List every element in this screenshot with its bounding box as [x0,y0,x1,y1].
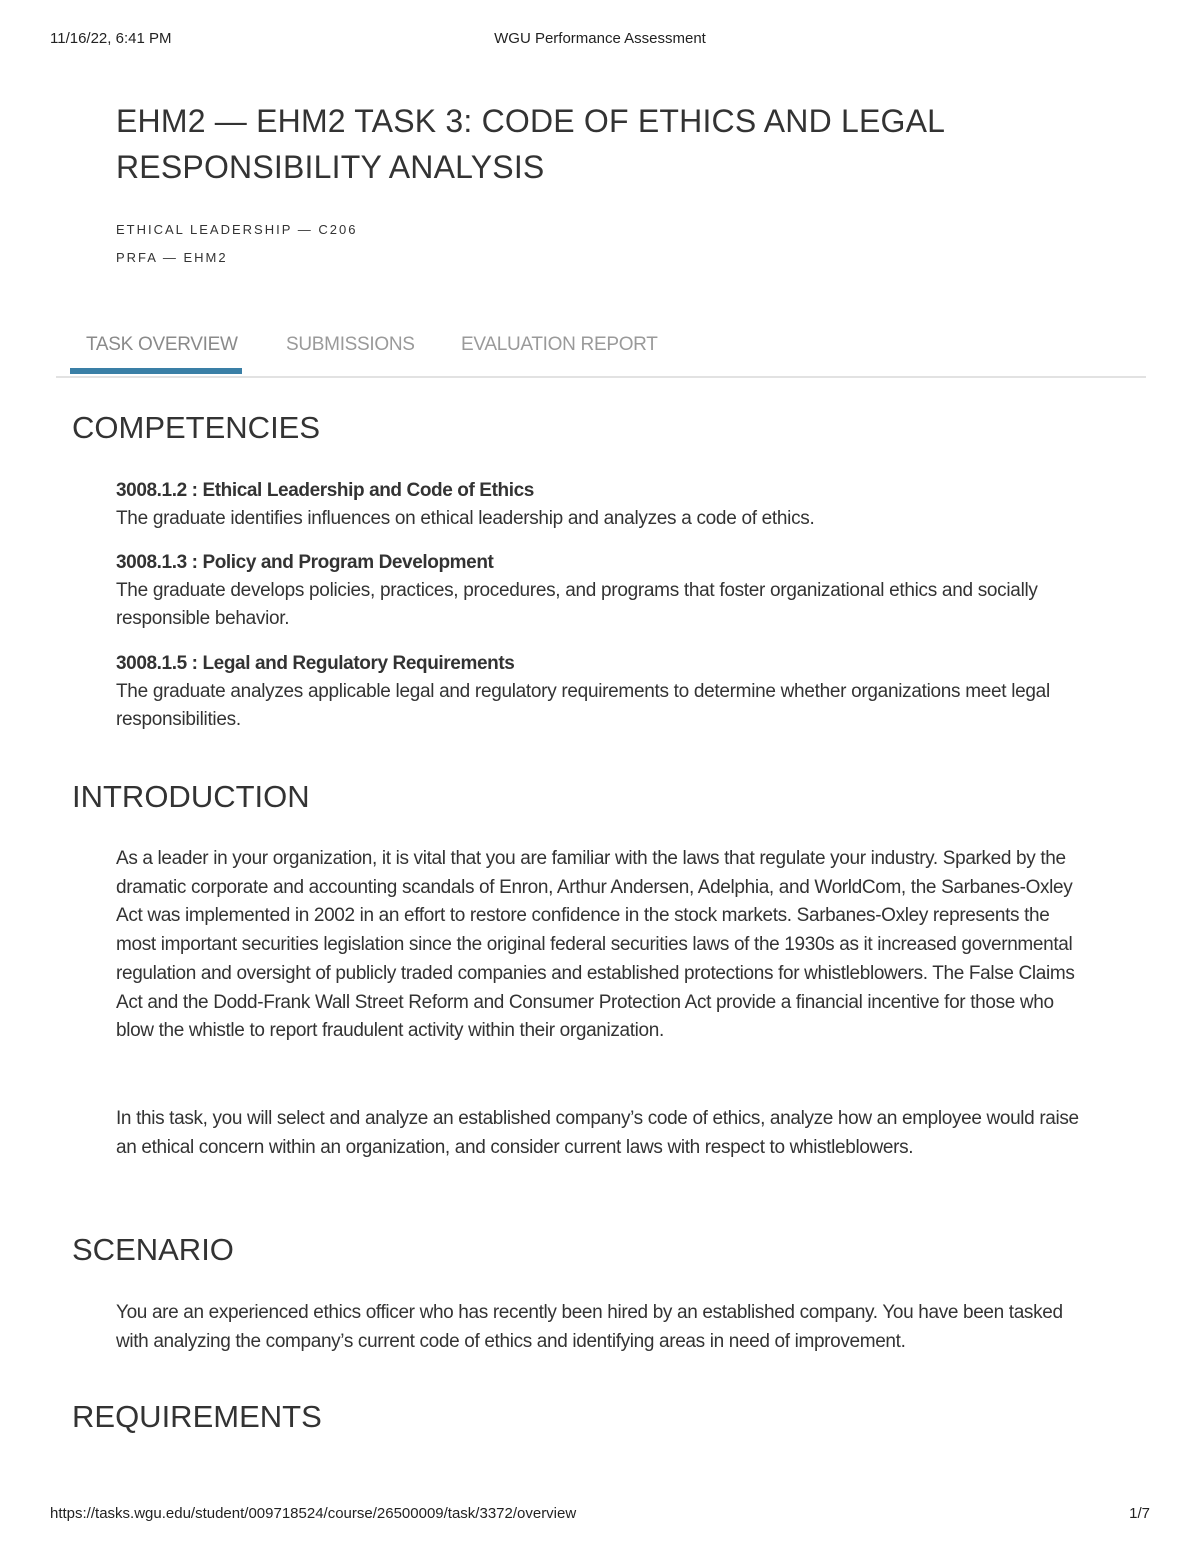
competency-title: 3008.1.3 : Policy and Program Development [116,552,494,573]
print-url: https://tasks.wgu.edu/student/009718524/course/26500009/task/3372/overview [50,1505,577,1522]
print-page-title: WGU Performance Assessment [494,30,706,47]
tab-task-overview[interactable]: TASK OVERVIEW [86,334,238,355]
competency-item [116,477,1076,533]
competency-title: 3008.1.2 : Ethical Leadership and Code of Ethics [116,480,534,501]
tab-bar [56,328,1146,378]
competency-description: The graduate analyzes applicable legal and regulatory requirements to determine whether organizations meet legal responsibilities. [116,681,1050,730]
competency-description: The graduate develops policies, practices, procedures, and programs that foster organizational ethics and socially responsible behavior. [116,580,1038,629]
print-page-number: 1/7 [1129,1505,1150,1522]
introduction-paragraph: As a leader in your organization, it is vital that you are familiar with the laws that regulate your industry. Sparked by the dramatic corporate and accounting scandals of Enron, Arthur Andersen, Adelphia, and WorldCom, the Sarbanes-Oxley Act was implemented in 2002 in an effort to restore confidence in the stock markets. Sarbanes-Oxley represents the most important securities legislation since the original federal securities laws of the 1930s as it increased governmental regulation and oversight of publicly traded companies and established protections for whistleblowers. The False Claims Act and the Dodd-Frank Wall Street Reform and Consumer Protection Act provide a financial incentive for those who blow the whistle to report fraudulent activity within their organization. [116,848,1075,1042]
requirements-heading: REQUIREMENTS [72,1399,322,1434]
scenario-paragraph: You are an experienced ethics officer who has recently been hired by an established company. You have been tasked with analyzing the company’s current code of ethics and identifying areas in need of improvement. [116,1302,1063,1352]
competency-title: 3008.1.5 : Legal and Regulatory Requirements [116,653,515,674]
print-header [50,30,1150,48]
active-tab-indicator [70,368,242,374]
print-footer [50,1505,1150,1523]
print-timestamp: 11/16/22, 6:41 PM [50,30,172,47]
competency-description: The graduate identifies influences on ethical leadership and analyzes a code of ethics. [116,508,815,529]
tab-submissions[interactable]: SUBMISSIONS [286,334,415,355]
page-title: EHM2 — EHM2 TASK 3: CODE OF ETHICS AND LEGAL RESPONSIBILITY ANALYSIS [116,103,944,185]
competency-item [116,650,1076,734]
introduction-heading: INTRODUCTION [72,779,310,814]
introduction-paragraph: In this task, you will select and analyze an established company’s code of ethics, analyze how an employee would raise an ethical concern within an organization, and consider current laws with respect to whistleblowers. [116,1108,1079,1158]
competency-item [116,549,1076,633]
tab-evaluation-report[interactable]: EVALUATION REPORT [461,334,658,355]
assessment-code: PRFA — EHM2 [116,250,228,265]
competencies-heading: COMPETENCIES [72,410,321,445]
course-label: ETHICAL LEADERSHIP — C206 [116,222,358,237]
scenario-heading: SCENARIO [72,1232,234,1267]
